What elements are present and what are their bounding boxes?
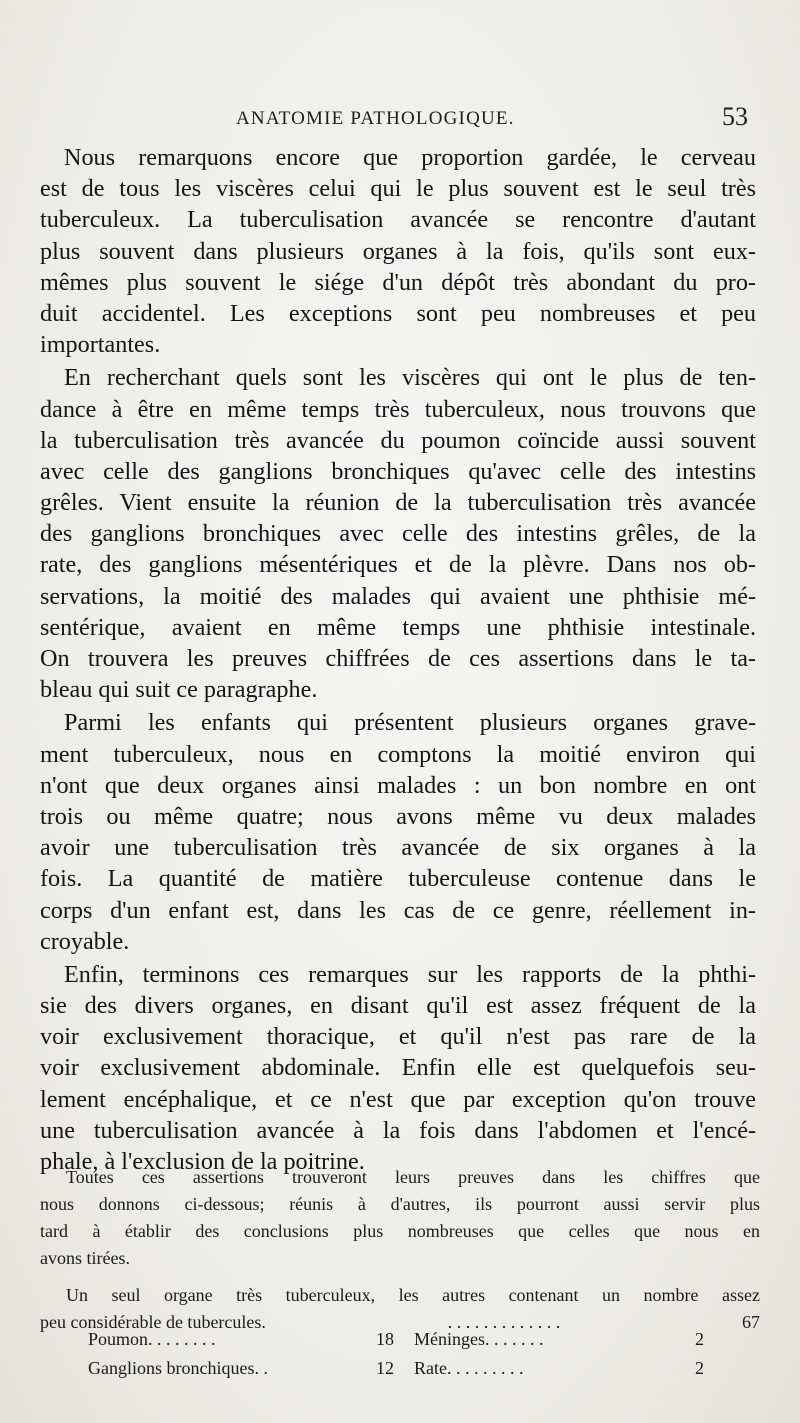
organ-count: 2 bbox=[695, 1358, 704, 1378]
note-line: nous donnons ci-dessous; réunis à d'autres, ils pourront aussi servir plus bbox=[40, 1194, 760, 1214]
text-line: la tuberculisation très avancée du poumon coïncide aussi souvent bbox=[40, 426, 756, 454]
text-line: des ganglions bronchiques avec celle des intestins grêles, de la bbox=[40, 520, 756, 548]
summary-leader-dots: . . . . . . . . . . . . . bbox=[447, 1312, 561, 1332]
text-line: ment tuberculeux, nous en comptons la moitié environ qui bbox=[40, 740, 756, 768]
text-line: On trouvera les preuves chiffrées de ces assertions dans le ta- bbox=[40, 645, 756, 672]
paragraph-3 bbox=[40, 707, 756, 957]
text-line: avoir une tuberculisation très avancée de six organes à la bbox=[40, 834, 756, 862]
text-line: bleau qui suit ce paragraphe. bbox=[40, 676, 318, 704]
paragraph-1 bbox=[40, 142, 756, 360]
text-line: Parmi les enfants qui présentent plusieurs organes grave- bbox=[64, 709, 756, 737]
text-line: plus souvent dans plusieurs organes à la fois, qu'ils sont eux- bbox=[40, 237, 756, 265]
summary-label: peu considérable de tubercules. bbox=[40, 1312, 266, 1332]
organ-label: Poumon. . . . . . . . bbox=[88, 1329, 216, 1349]
organ-count: 12 bbox=[376, 1358, 394, 1378]
text-line: voir exclusivement abdominale. Enfin elle est quelquefois seu- bbox=[40, 1054, 756, 1082]
text-line: corps d'un enfant est, dans les cas de ce genre, réellement in- bbox=[40, 896, 756, 924]
text-line: lement encéphalique, et ce n'est que par exception qu'on trouve bbox=[40, 1085, 756, 1113]
text-line: sentérique, avaient en même temps une phthisie intestinale. bbox=[40, 613, 756, 641]
text-line: avec celle des ganglions bronchiques qu'avec celle des intestins bbox=[40, 457, 756, 485]
text-line: duit accidentel. Les exceptions sont peu nombreuses et peu bbox=[40, 299, 756, 327]
paragraph-4 bbox=[40, 959, 756, 1177]
text-line: est de tous les viscères celui qui le plus souvent est le seul très bbox=[40, 175, 756, 203]
text-line: fois. La quantité de matière tuberculeuse contenue dans le bbox=[40, 865, 756, 893]
text-line: une tuberculisation avancée à la fois dans l'abdomen et l'encé- bbox=[40, 1116, 756, 1144]
text-line: phale, à l'exclusion de la poitrine. bbox=[40, 1148, 365, 1175]
table-row bbox=[40, 1354, 760, 1383]
text-line: tuberculeux. La tuberculisation avancée se rencontre d'autant bbox=[40, 206, 756, 234]
footnote-section bbox=[40, 1164, 760, 1336]
organ-count-table bbox=[40, 1325, 760, 1383]
text-line: importantes. bbox=[40, 331, 161, 359]
organ-label: Rate. . . . . . . . . bbox=[414, 1358, 524, 1378]
page-header bbox=[0, 102, 800, 138]
text-line: dance à être en même temps très tuberculeux, nous trouvons que bbox=[40, 395, 756, 423]
organ-count: 18 bbox=[376, 1329, 394, 1349]
text-line: croyable. bbox=[40, 927, 130, 955]
paragraph-2 bbox=[40, 362, 756, 705]
running-title: ANATOMIE PATHOLOGIQUE. bbox=[236, 108, 515, 129]
organ-label: Méninges. . . . . . . bbox=[414, 1329, 544, 1349]
table-row bbox=[40, 1325, 760, 1354]
organ-count: 2 bbox=[695, 1329, 704, 1349]
page-number: 53 bbox=[722, 102, 748, 131]
text-line: sie des divers organes, en disant qu'il est assez fréquent de la bbox=[40, 992, 756, 1020]
text-line: trois ou même quatre; nous avons même vu deux malades bbox=[40, 802, 756, 830]
note-line: tard à établir des conclusions plus nombreuses que celles que nous en bbox=[40, 1221, 760, 1241]
note-line: Toutes ces assertions trouveront leurs preuves dans les chiffres que bbox=[66, 1167, 760, 1187]
text-line: En recherchant quels sont les viscères qui ont le plus de ten- bbox=[64, 364, 756, 392]
text-line: n'ont que deux organes ainsi malades : un bon nombre en ont bbox=[40, 771, 756, 799]
organ-label: Ganglions bronchiques. . bbox=[88, 1358, 268, 1378]
summary-line: Un seul organe très tuberculeux, les autres contenant un nombre assez bbox=[66, 1285, 760, 1305]
text-line: Nous remarquons encore que proportion gardée, le cerveau bbox=[64, 144, 756, 171]
note-line: avons tirées. bbox=[40, 1248, 130, 1268]
text-line: grêles. Vient ensuite la réunion de la tuberculisation très avancée bbox=[40, 489, 756, 517]
text-line: mêmes plus souvent le siége d'un dépôt très abondant du pro- bbox=[40, 268, 756, 296]
text-line: rate, des ganglions mésentériques et de la plèvre. Dans nos ob- bbox=[40, 551, 756, 579]
text-line: servations, la moitié des malades qui avaient une phthisie mé- bbox=[40, 582, 756, 610]
main-text bbox=[40, 142, 756, 1179]
summary-value: 67 bbox=[742, 1312, 760, 1332]
text-line: voir exclusivement thoracique, et qu'il n'est pas rare de la bbox=[40, 1023, 756, 1051]
text-line: Enfin, terminons ces remarques sur les rapports de la phthi- bbox=[64, 960, 756, 988]
